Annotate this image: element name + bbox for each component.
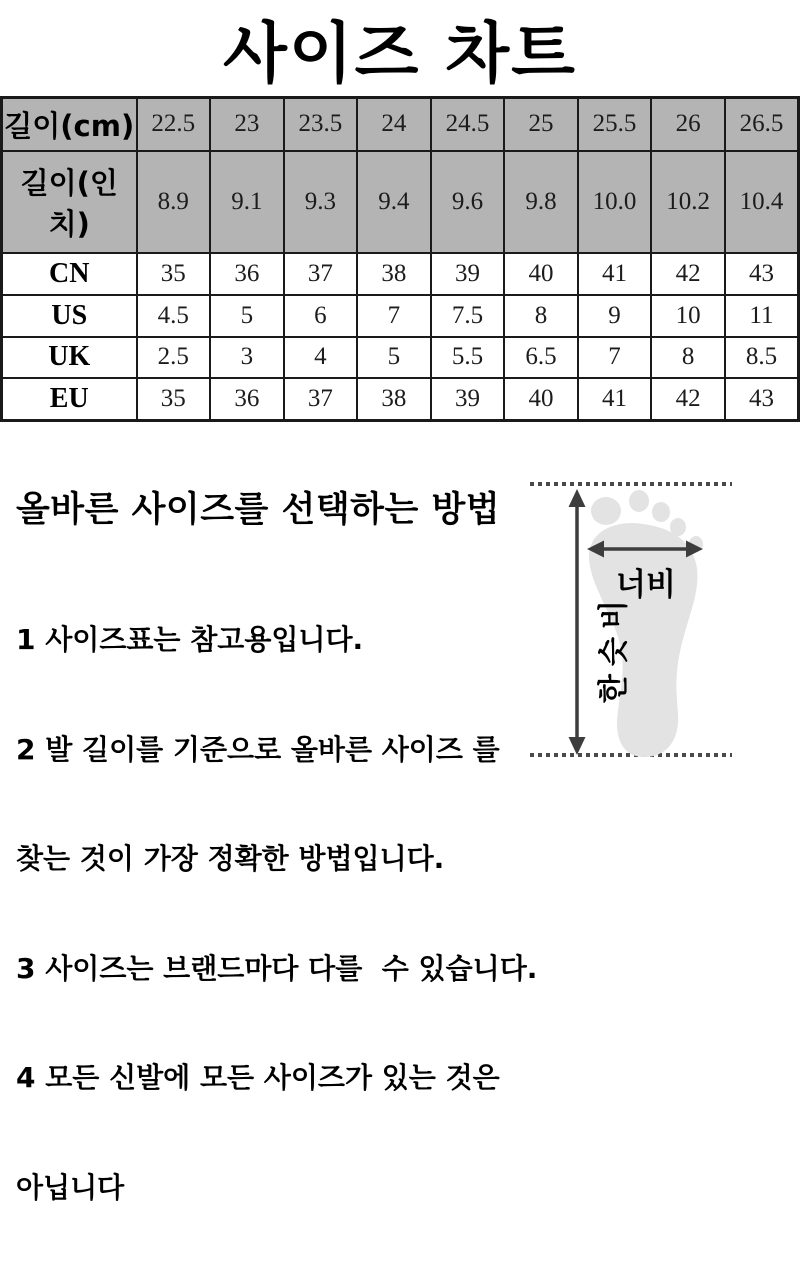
size-cell: 4.5 — [137, 295, 211, 337]
size-cell: 6.5 — [504, 337, 578, 379]
page-title: 사이즈 차트 — [223, 15, 577, 92]
table-row — [2, 98, 799, 151]
size-cell: 11 — [725, 295, 799, 337]
size-table — [0, 96, 800, 422]
size-cell: 7 — [578, 337, 652, 379]
table-row — [2, 337, 799, 379]
note-line: 찾는 것이 가장 정확한 방법입니다. — [16, 842, 445, 875]
size-cell: 4 — [284, 337, 358, 379]
size-cell: 40 — [504, 378, 578, 420]
table-row — [2, 253, 799, 295]
size-cell: 8.9 — [137, 151, 211, 254]
size-cell: 10 — [651, 295, 725, 337]
size-cell: 10.2 — [651, 151, 725, 254]
size-cell: 23.5 — [284, 98, 358, 151]
size-cell: 8.5 — [725, 337, 799, 379]
size-cell: 39 — [431, 253, 505, 295]
note-line: 3 사이즈는 브랜드마다 다를 수 있습니다. — [16, 951, 538, 985]
size-cell: 40 — [504, 253, 578, 295]
size-cell: 37 — [284, 378, 358, 420]
big-toe — [591, 497, 621, 525]
size-cell: 42 — [651, 253, 725, 295]
size-cell: 9.8 — [504, 151, 578, 254]
table-row — [2, 378, 799, 420]
length-arrow-icon — [569, 489, 586, 755]
size-cell: 5 — [210, 295, 284, 337]
length-label-char: 한 — [596, 674, 631, 703]
size-table-body — [2, 98, 799, 421]
size-cell: 24.5 — [431, 98, 505, 151]
size-cell: 5 — [357, 337, 431, 379]
size-cell: 35 — [137, 378, 211, 420]
size-cell: 9.1 — [210, 151, 284, 254]
size-cell: 10.4 — [725, 151, 799, 254]
length-label-char: 비 — [596, 600, 631, 629]
size-cell: 8 — [504, 295, 578, 337]
row-label: US — [2, 295, 137, 337]
size-cell: 9.3 — [284, 151, 358, 254]
size-cell: 7 — [357, 295, 431, 337]
size-cell: 26 — [651, 98, 725, 151]
howto-notes — [16, 549, 538, 1279]
row-label: UK — [2, 337, 137, 379]
size-cell: 38 — [357, 253, 431, 295]
note-line: 2 발 길이를 기준으로 올바른 사이즈 를 — [16, 732, 500, 766]
size-cell: 9 — [578, 295, 652, 337]
size-cell: 3 — [210, 337, 284, 379]
toe — [629, 490, 649, 512]
size-cell: 35 — [137, 253, 211, 295]
size-cell: 41 — [578, 253, 652, 295]
toe — [652, 502, 670, 522]
size-cell: 7.5 — [431, 295, 505, 337]
size-cell: 8 — [651, 337, 725, 379]
note-line: 1 사이즈표는 참고용입니다. — [16, 623, 364, 656]
size-cell: 26.5 — [725, 98, 799, 151]
size-cell: 10.0 — [578, 151, 652, 254]
table-row — [2, 151, 799, 254]
size-cell: 39 — [431, 378, 505, 420]
size-cell: 9.4 — [357, 151, 431, 254]
size-cell: 23 — [210, 98, 284, 151]
toe — [670, 518, 686, 536]
note-line: 아닙니다 — [16, 1170, 125, 1204]
foot-measure-diagram — [525, 475, 735, 765]
size-cell: 24 — [357, 98, 431, 151]
width-label: 너비 — [616, 567, 676, 603]
size-cell: 22.5 — [137, 98, 211, 151]
length-label-char: 슷 — [596, 637, 631, 666]
size-cell: 38 — [357, 378, 431, 420]
size-cell: 9.6 — [431, 151, 505, 254]
size-cell: 6 — [284, 295, 358, 337]
row-label: CN — [2, 253, 137, 295]
size-cell: 43 — [725, 378, 799, 420]
size-cell: 42 — [651, 378, 725, 420]
row-label: 길이(cm) — [2, 98, 137, 151]
row-label: 길이(인치) — [2, 151, 137, 254]
length-label — [589, 596, 631, 707]
table-row — [2, 295, 799, 337]
size-cell: 41 — [578, 378, 652, 420]
size-cell: 25.5 — [578, 98, 652, 151]
howto-heading: 올바른 사이즈를 선택하는 방법 — [16, 490, 501, 530]
size-cell: 36 — [210, 378, 284, 420]
row-label: EU — [2, 378, 137, 420]
size-cell: 2.5 — [137, 337, 211, 379]
size-cell: 37 — [284, 253, 358, 295]
size-cell: 25 — [504, 98, 578, 151]
size-cell: 5.5 — [431, 337, 505, 379]
size-cell: 43 — [725, 253, 799, 295]
note-line: 4 모든 신발에 모든 사이즈가 있는 것은 — [16, 1061, 500, 1094]
size-cell: 36 — [210, 253, 284, 295]
